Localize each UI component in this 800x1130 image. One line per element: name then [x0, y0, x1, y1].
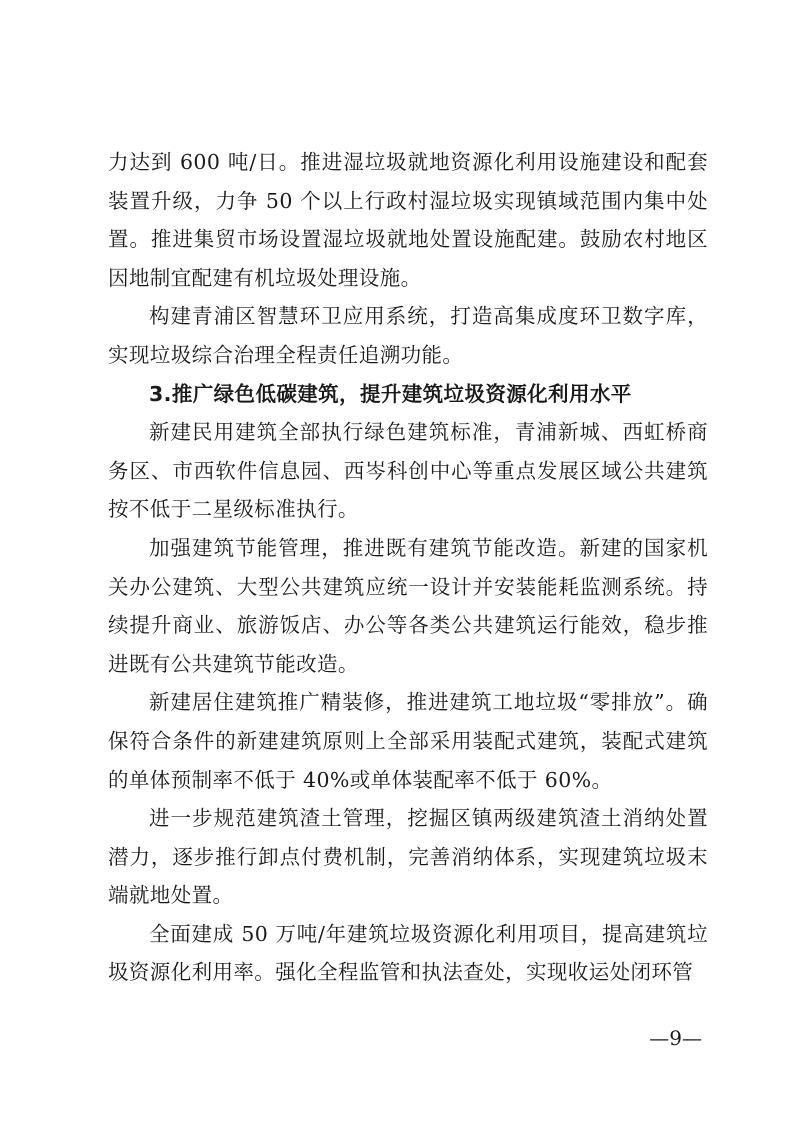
paragraph-2: 构建青浦区智慧环卫应用系统，打造高集成度环卫数字库，实现垃圾综合治理全程责任追溯功能。 — [108, 304, 708, 367]
paragraph-4: 加强建筑节能管理，推进既有建筑节能改造。新建的国家机关办公建筑、大型公共建筑应统一设计并安装能耗监测系统。持续提升商业、旅游饭店、办公等各类公共建筑运行能效，稳步推进既有公共建筑节能改造。 — [108, 535, 708, 676]
paragraph-5: 新建居住建筑推广精装修，推进建筑工地垃圾“零排放”。确保符合条件的新建建筑原则上全部采用装配式建筑，装配式建筑的单体预制率不低于 40%或单体装配率不低于 60%。 — [108, 690, 708, 792]
page-number: —9— — [649, 1026, 702, 1050]
paragraph-6: 进一步规范建筑渣土管理，挖掘区镇两级建筑渣土消纳处置潜力，逐步推行卸点付费机制，完善消纳体系，实现建筑垃圾末端就地处置。 — [108, 806, 708, 908]
paragraph-1: 力达到 600 吨/日。推进湿垃圾就地资源化利用设施建设和配套装置升级，力争 50 个以上行政村湿垃圾实现镇域范围内集中处置。推进集贸市场设置湿垃圾就地处置设施配建。鼓励农村地区因地制宜配建有机垃圾处理设施。 — [108, 150, 708, 290]
section-heading: 3.推广绿色低碳建筑，提升建筑垃圾资源化利用水平 — [149, 381, 632, 406]
document-body — [108, 143, 708, 992]
paragraph-3: 新建民用建筑全部执行绿色建筑标准，青浦新城、西虹桥商务区、市西软件信息园、西岑科创中心等重点发展区域公共建筑按不低于二星级标准执行。 — [108, 420, 708, 522]
paragraph-7: 全面建成 50 万吨/年建筑垃圾资源化利用项目，提高建筑垃圾资源化利用率。强化全程监管和执法查处，实现收运处闭环管 — [108, 921, 708, 985]
